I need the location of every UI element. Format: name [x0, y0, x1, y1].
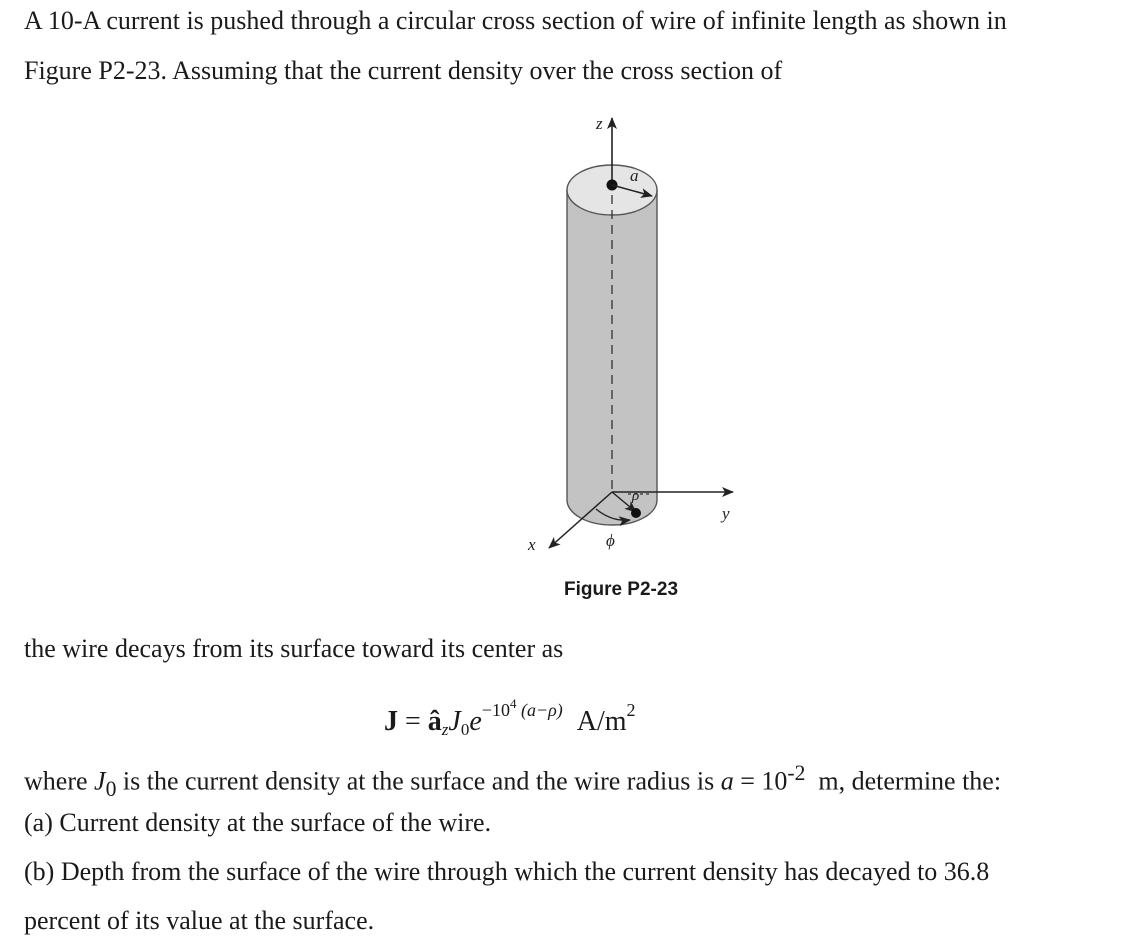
eq-unit-vector: â	[427, 706, 442, 737]
rho-label: ρ	[632, 488, 640, 504]
eq-units: A/m	[576, 706, 627, 737]
where-j-symbol: J	[94, 766, 106, 796]
problem-line-where	[24, 758, 1001, 804]
problem-line-2: Figure P2-23. Assuming that the current density over the cross section of	[24, 56, 783, 85]
eq-lhs: J	[384, 706, 398, 737]
eq-amplitude-sub: 0	[460, 720, 470, 739]
where-j-sub: 0	[105, 776, 117, 801]
wire-figure	[0, 100, 1138, 610]
where-eq: = 10	[733, 766, 788, 796]
phi-label: ϕ	[606, 531, 615, 550]
part-a: (a) Current density at the surface of the wire.	[24, 808, 492, 837]
where-a-symbol: a	[720, 766, 734, 796]
part-b-line-2: percent of its value at the surface.	[24, 906, 375, 935]
rho-point-dot	[631, 508, 641, 518]
x-axis-label: x	[528, 535, 536, 554]
figure-caption: Figure P2-23	[563, 579, 679, 600]
where-mid: is the current density at the surface and the wire radius is	[116, 766, 721, 796]
where-suffix: m, determine the:	[805, 766, 1002, 796]
eq-exponent-coef: −10	[481, 700, 510, 720]
y-axis-label: y	[722, 504, 730, 523]
eq-equals: =	[398, 706, 428, 737]
radius-label: a	[630, 166, 639, 185]
problem-line-1: A 10-A current is pushed through a circular cross section of wire of infinite length as shown in	[24, 6, 1007, 35]
eq-base: e	[469, 706, 482, 737]
eq-units-power: 2	[626, 700, 636, 720]
eq-unit-sub: z	[441, 720, 449, 739]
part-b-line-1: (b) Depth from the surface of the wire through which the current density has decayed to 36.8	[24, 857, 990, 886]
eq-exponent-power: 4	[509, 696, 517, 711]
current-density-equation	[384, 684, 636, 750]
where-exponent: -2	[787, 761, 806, 785]
z-axis-label: z	[596, 114, 603, 133]
problem-line-3: the wire decays from its surface toward its center as	[24, 634, 564, 663]
where-prefix: where	[24, 766, 95, 796]
eq-exponent-tail: (a−ρ)	[516, 700, 563, 720]
eq-exponent	[481, 696, 563, 720]
eq-amplitude: J	[448, 706, 461, 737]
